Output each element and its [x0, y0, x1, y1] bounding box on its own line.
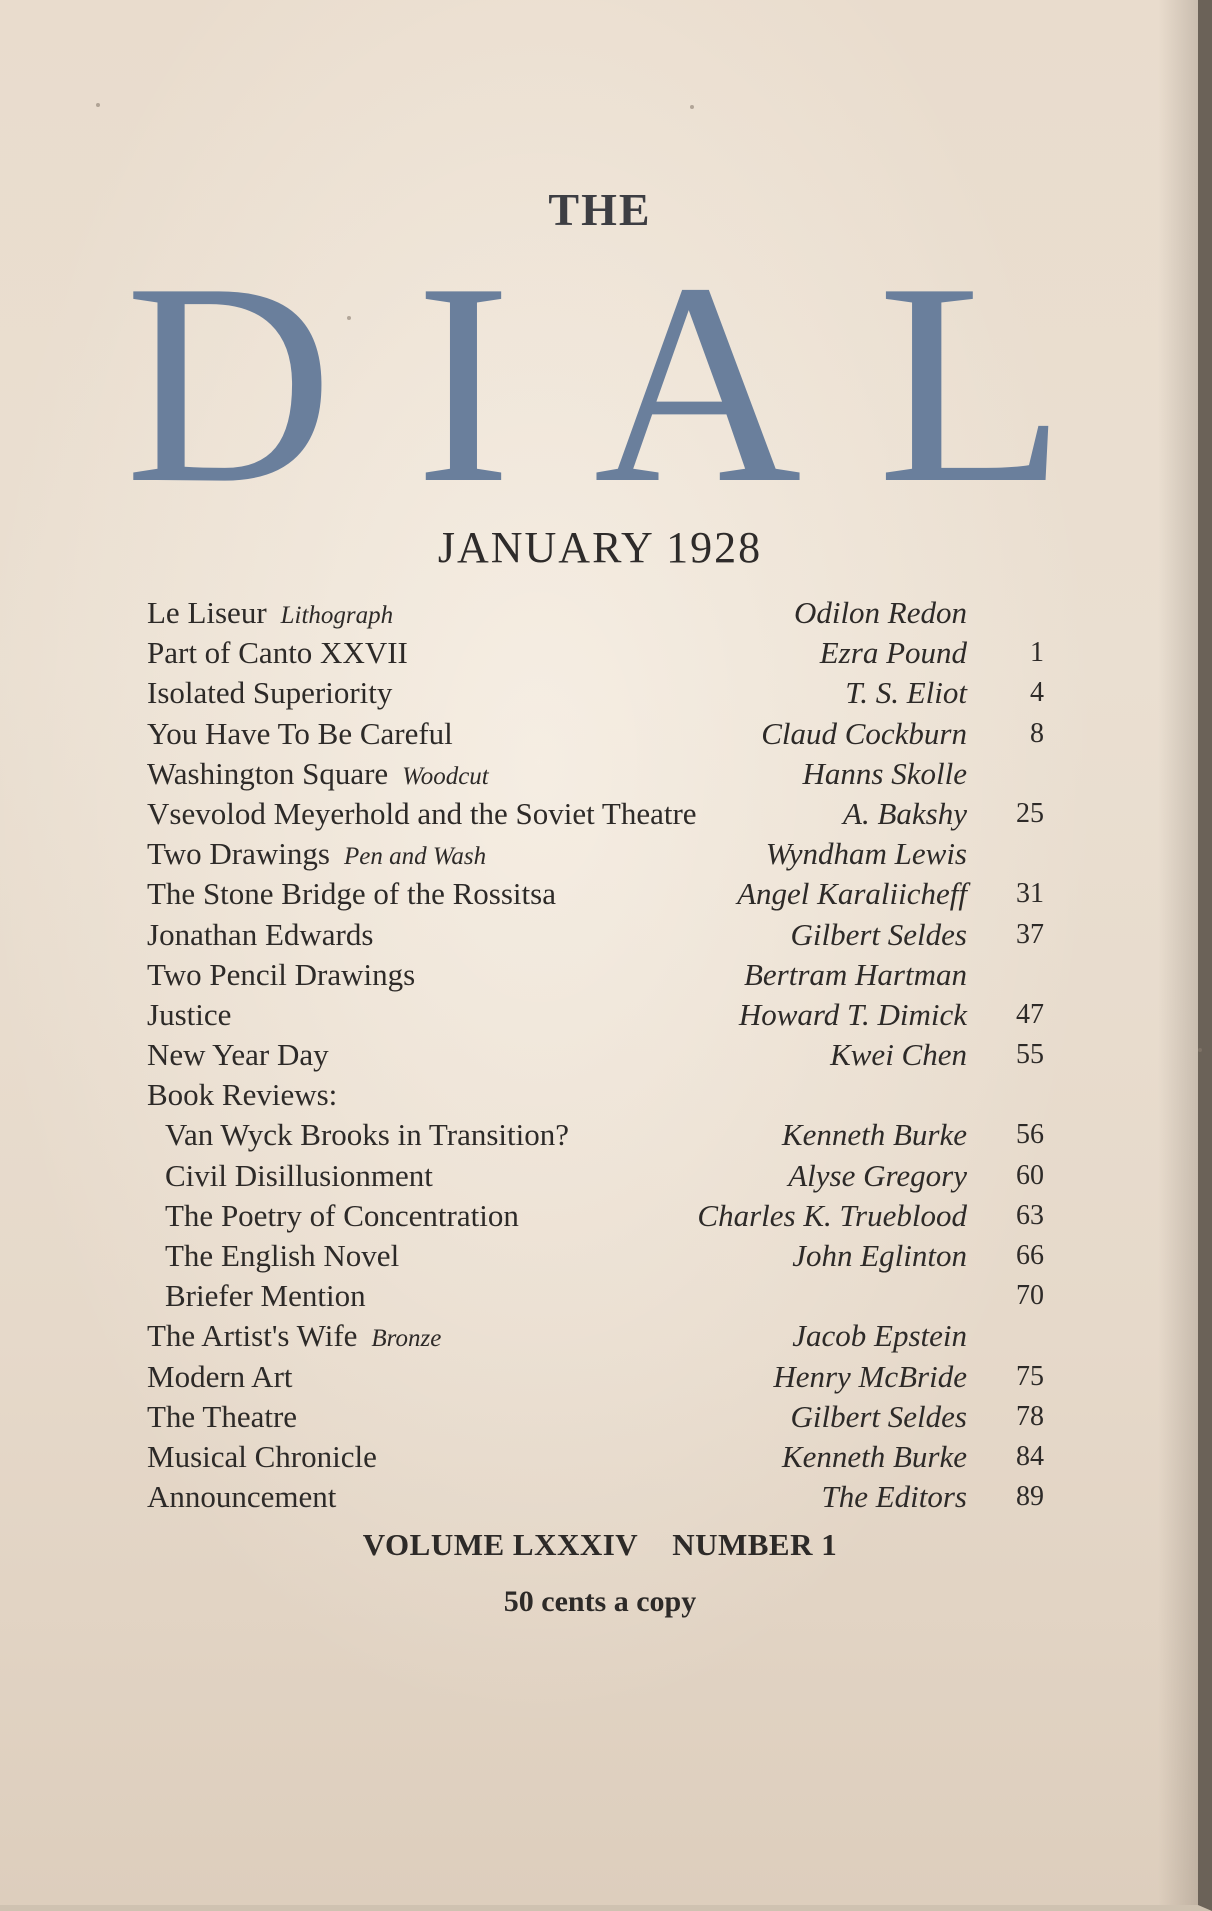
toc-row	[147, 633, 1044, 673]
toc-title-text: Two Pencil Drawings	[147, 956, 416, 992]
toc-page-number: 89	[1016, 1481, 1044, 1513]
toc-title-text: You Have To Be Careful	[147, 715, 453, 751]
toc-author: Gilbert Seldes	[790, 916, 967, 952]
masthead-letter-a: A	[593, 224, 802, 543]
paper-speck	[690, 105, 694, 109]
cover-edge-shadow	[1158, 0, 1198, 1905]
toc-author: Kwei Chen	[830, 1037, 967, 1073]
toc-row	[147, 874, 1044, 914]
toc-author: T. S. Eliot	[845, 675, 967, 711]
toc-page-number: 8	[1030, 717, 1044, 749]
toc-author: Odilon Redon	[793, 595, 967, 630]
toc-page-number: 37	[1016, 918, 1044, 950]
toc-title	[165, 1115, 569, 1155]
toc-page-number: 31	[1016, 878, 1044, 910]
toc-title-text: The Poetry of Concentration	[165, 1197, 519, 1233]
toc-title-text: The Theatre	[147, 1398, 298, 1434]
toc-title-text: New Year Day	[147, 1037, 329, 1073]
toc-page-number: 55	[1016, 1039, 1044, 1071]
toc-title-text: Justice	[147, 996, 232, 1032]
toc-author: Gilbert Seldes	[790, 1398, 967, 1434]
toc-author: Howard T. Dimick	[738, 996, 967, 1032]
toc-author: Alyse Gregory	[788, 1157, 967, 1193]
toc-author: Jacob Epstein	[792, 1318, 967, 1354]
toc-title-text: Jonathan Edwards	[147, 916, 374, 952]
price-line: 50 cents a copy	[503, 1585, 697, 1618]
toc-row	[147, 1075, 1044, 1115]
toc-title	[147, 1357, 293, 1397]
toc-page-number: 66	[1016, 1240, 1044, 1271]
toc-author: John Eglinton	[792, 1238, 967, 1273]
toc-title	[147, 673, 392, 713]
toc-row	[147, 673, 1044, 713]
masthead-dial	[125, 224, 1068, 543]
toc-row	[147, 955, 1044, 995]
toc-row	[147, 995, 1044, 1035]
masthead-letter-d: D	[125, 224, 333, 543]
toc-row	[147, 915, 1044, 955]
toc-title	[147, 593, 393, 636]
toc-page-number: 63	[1016, 1199, 1044, 1231]
toc-page-number: 70	[1016, 1280, 1044, 1312]
toc-row	[147, 1115, 1044, 1155]
toc-title-text: The Stone Bridge of the Rossitsa	[147, 876, 556, 912]
paper-speck	[1198, 1048, 1202, 1052]
toc-title	[147, 794, 697, 834]
toc-title	[147, 633, 408, 673]
toc-author: Henry McBride	[773, 1358, 967, 1394]
toc-row	[147, 1477, 1044, 1517]
toc-row	[147, 794, 1044, 834]
toc-page-number: 78	[1016, 1400, 1044, 1432]
toc-row	[147, 1156, 1044, 1196]
toc-medium: Bronze	[371, 1325, 442, 1353]
toc-title	[165, 1156, 433, 1196]
toc-row	[147, 1397, 1044, 1437]
toc-row	[147, 1316, 1044, 1356]
toc-row	[147, 1437, 1044, 1477]
toc-author: Bertram Hartman	[743, 956, 967, 992]
toc-page-number: 4	[1030, 677, 1044, 709]
toc-title-text: Isolated Superiority	[147, 675, 393, 711]
toc-row	[147, 1357, 1044, 1397]
toc-row	[147, 834, 1044, 874]
toc-title	[147, 1035, 329, 1075]
toc-title	[165, 1196, 519, 1236]
masthead-the: THE	[548, 184, 652, 235]
toc-page-number: 60	[1016, 1159, 1044, 1191]
toc-author: Hanns Skolle	[802, 755, 967, 791]
toc-title-text: Musical Chronicle	[147, 1438, 377, 1474]
toc-medium: Woodcut	[402, 762, 489, 790]
toc-title	[147, 754, 489, 797]
toc-title-text: Vsevolod Meyerhold and the Soviet Theatre	[147, 795, 697, 831]
toc-title	[147, 1075, 337, 1115]
toc-title-text: Two Drawings	[147, 836, 330, 872]
volume-label: VOLUME LXXXIV	[362, 1527, 639, 1562]
toc-row	[147, 593, 1044, 633]
toc-author: Kenneth Burke	[781, 1117, 967, 1153]
toc-author: Ezra Pound	[819, 635, 967, 671]
toc-title	[147, 1437, 377, 1477]
masthead-letter-i: I	[415, 224, 512, 543]
volume-line	[0, 1527, 1200, 1563]
toc-title	[147, 995, 231, 1035]
toc-medium: Lithograph	[280, 602, 394, 629]
toc-medium: Pen and Wash	[343, 843, 487, 871]
toc-author: Claud Cockburn	[761, 715, 967, 751]
toc-title-text: Modern Art	[147, 1358, 293, 1394]
toc-title-text: Washington Square	[147, 755, 389, 791]
toc-author: The Editors	[821, 1479, 967, 1515]
toc-page-number: 75	[1016, 1360, 1044, 1392]
toc-page-number: 47	[1016, 998, 1044, 1030]
toc-title	[147, 874, 556, 914]
toc-page-number: 56	[1016, 1119, 1044, 1151]
toc-author: Wyndham Lewis	[765, 836, 967, 872]
toc-title-text: Briefer Mention	[165, 1278, 366, 1314]
toc-title	[147, 1316, 441, 1359]
toc-title-text: Part of Canto XXVII	[147, 635, 408, 671]
toc-author: A. Bakshy	[843, 795, 967, 831]
toc-author: Kenneth Burke	[781, 1438, 967, 1474]
issue-number: NUMBER 1	[672, 1527, 838, 1562]
toc-page-number: 1	[1030, 637, 1044, 669]
toc-title	[147, 1477, 336, 1517]
toc-title-text: Announcement	[147, 1479, 337, 1515]
toc-page-number: 25	[1016, 797, 1044, 829]
toc-title	[165, 1236, 399, 1276]
paper-speck	[347, 316, 351, 320]
toc-title	[147, 834, 486, 877]
toc-title	[147, 714, 453, 754]
toc-author: Angel Karaliicheff	[737, 876, 967, 912]
table-of-contents	[147, 593, 1044, 1517]
toc-row	[147, 1196, 1044, 1236]
toc-page-number: 84	[1016, 1440, 1044, 1472]
toc-title-text: Le Liseur	[147, 595, 267, 630]
issue-date: JANUARY 1928	[437, 523, 763, 572]
toc-row	[147, 754, 1044, 794]
toc-row	[147, 714, 1044, 754]
toc-row	[147, 1035, 1044, 1075]
toc-title	[165, 1276, 366, 1316]
toc-title-text: Book Reviews:	[147, 1077, 338, 1113]
toc-row	[147, 1276, 1044, 1316]
paper-speck	[96, 103, 100, 107]
toc-author: Charles K. Trueblood	[697, 1197, 967, 1233]
toc-title	[147, 955, 415, 995]
masthead-letter-l: L	[877, 224, 1068, 543]
toc-title-text: Van Wyck Brooks in Transition?	[165, 1117, 570, 1153]
toc-title-text: Civil Disillusionment	[165, 1157, 433, 1193]
toc-title	[147, 1397, 297, 1437]
toc-title-text: The Artist's Wife	[147, 1318, 358, 1354]
toc-title	[147, 915, 373, 955]
toc-row	[147, 1236, 1044, 1276]
toc-title-text: The English Novel	[165, 1238, 400, 1273]
